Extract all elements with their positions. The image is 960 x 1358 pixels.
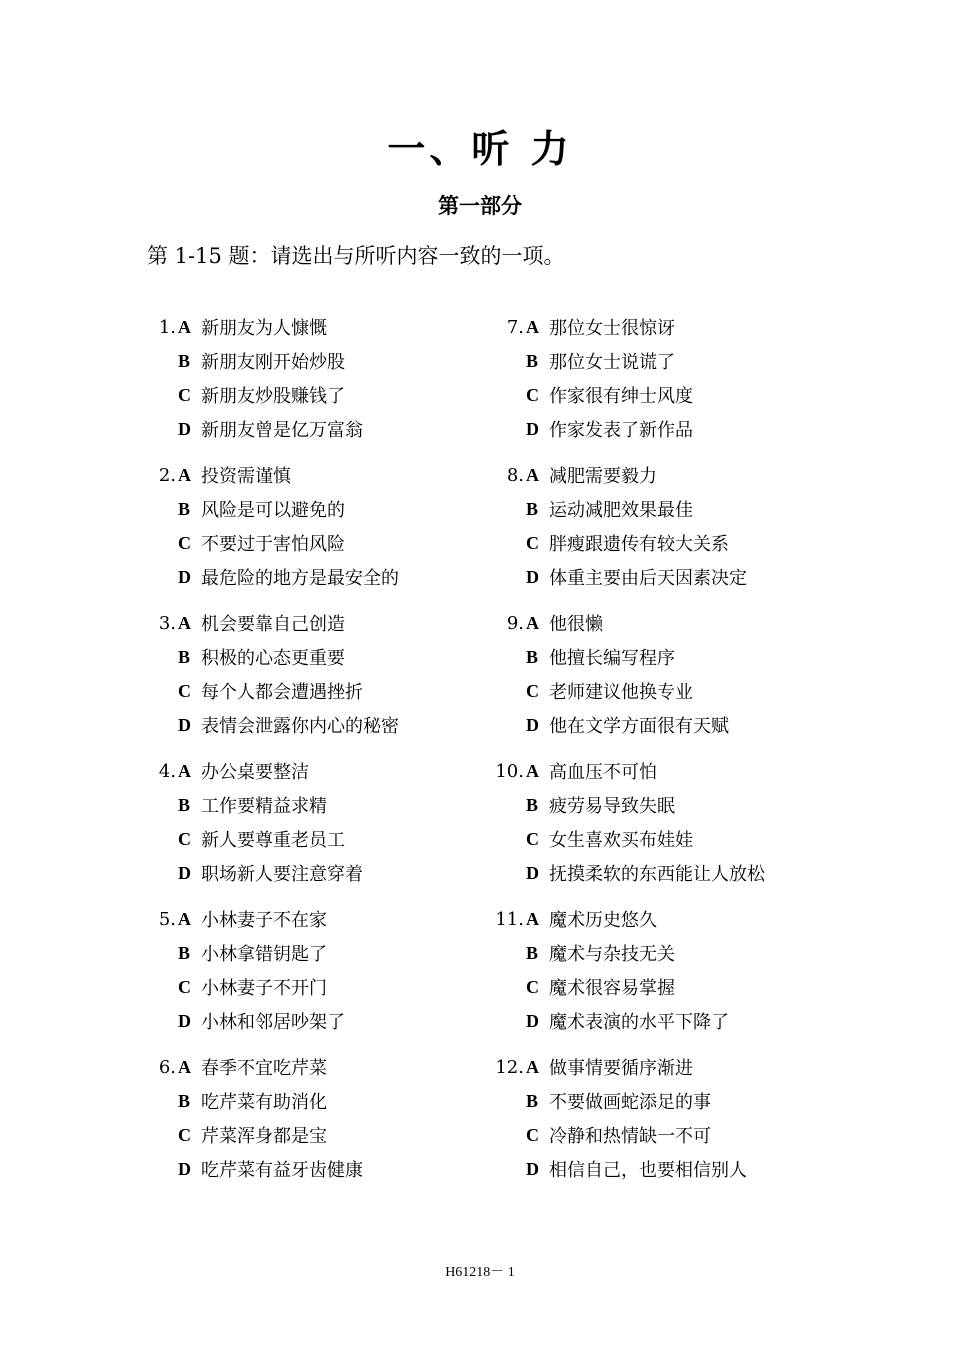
option-row — [142, 936, 472, 970]
option-letter: D — [526, 862, 539, 883]
option-letter: C — [178, 828, 191, 849]
option-letter: B — [178, 794, 191, 815]
option-row — [490, 492, 820, 526]
option-text: 新朋友为人慷慨 — [201, 318, 327, 339]
question-number: 7. — [506, 316, 524, 338]
page-footer: H61218－ 1 — [445, 1265, 515, 1280]
option-letter: C — [526, 828, 539, 849]
part-title: 第一部分 — [438, 193, 522, 218]
option-letter: A — [526, 612, 539, 633]
option-letter: D — [526, 566, 539, 587]
option-row — [490, 412, 820, 446]
question-number: 12. — [495, 1056, 524, 1078]
option-text: 那位女士说谎了 — [549, 352, 675, 373]
option-text: 作家发表了新作品 — [549, 420, 693, 441]
question-number: 6. — [158, 1056, 176, 1078]
question-item — [142, 458, 472, 606]
option-row — [142, 1152, 472, 1186]
option-text: 他在文学方面很有天赋 — [549, 716, 729, 737]
option-row — [142, 1004, 472, 1038]
question-item — [142, 1050, 472, 1198]
option-letter: D — [526, 418, 539, 439]
option-text: 女生喜欢买布娃娃 — [549, 830, 693, 851]
question-item — [490, 606, 820, 754]
option-text: 表情会泄露你内心的秘密 — [201, 716, 399, 737]
option-letter: C — [526, 680, 539, 701]
option-text: 工作要精益求精 — [201, 796, 327, 817]
section-title: 一、听 力 — [387, 126, 573, 171]
option-letter: B — [526, 350, 539, 371]
option-letter: B — [526, 942, 539, 963]
option-text: 小林和邻居吵架了 — [201, 1012, 345, 1033]
option-letter: D — [526, 714, 539, 735]
option-text: 做事情要循序渐进 — [549, 1058, 693, 1079]
option-row — [490, 310, 820, 344]
option-row — [490, 606, 820, 640]
question-item — [142, 754, 472, 902]
option-row — [490, 856, 820, 890]
option-text: 不要做画蛇添足的事 — [549, 1092, 711, 1113]
option-row — [490, 674, 820, 708]
option-row — [142, 788, 472, 822]
option-row — [490, 1152, 820, 1186]
option-text: 每个人都会遭遇挫折 — [201, 682, 363, 703]
option-letter: A — [526, 464, 539, 485]
option-text: 新朋友炒股赚钱了 — [201, 386, 345, 407]
option-letter: B — [178, 942, 191, 963]
option-text: 体重主要由后天因素决定 — [549, 568, 747, 589]
question-item — [142, 310, 472, 458]
option-text: 他擅长编写程序 — [549, 648, 675, 669]
question-number: 5. — [158, 908, 176, 930]
option-text: 芹菜浑身都是宝 — [201, 1126, 327, 1147]
option-text: 吃芹菜有益牙齿健康 — [201, 1160, 363, 1181]
option-text: 那位女士很惊讶 — [549, 318, 675, 339]
option-text: 小林拿错钥匙了 — [201, 944, 327, 965]
option-text: 魔术表演的水平下降了 — [549, 1012, 729, 1033]
option-letter: B — [178, 1090, 191, 1111]
option-letter: C — [526, 976, 539, 997]
option-letter: A — [178, 760, 191, 781]
option-text: 魔术历史悠久 — [549, 910, 657, 931]
option-text: 新朋友曾是亿万富翁 — [201, 420, 363, 441]
question-item — [490, 310, 820, 458]
option-text: 疲劳易导致失眠 — [549, 796, 675, 817]
question-number: 9. — [506, 612, 524, 634]
option-text: 职场新人要注意穿着 — [201, 864, 363, 885]
option-row — [142, 856, 472, 890]
option-text: 新朋友刚开始炒股 — [201, 352, 345, 373]
option-text: 他很懒 — [549, 614, 603, 635]
option-text: 不要过于害怕风险 — [201, 534, 345, 555]
option-text: 抚摸柔软的东西能让人放松 — [549, 864, 765, 885]
option-text: 吃芹菜有助消化 — [201, 1092, 327, 1113]
option-text: 新人要尊重老员工 — [201, 830, 345, 851]
option-letter: B — [526, 794, 539, 815]
option-text: 小林妻子不开门 — [201, 978, 327, 999]
option-row — [142, 902, 472, 936]
option-letter: B — [178, 498, 191, 519]
question-number: 3. — [158, 612, 176, 634]
option-text: 高血压不可怕 — [549, 762, 657, 783]
option-row — [490, 344, 820, 378]
question-number: 2. — [158, 464, 176, 486]
option-row — [490, 560, 820, 594]
option-letter: D — [178, 714, 191, 735]
option-text: 投资需谨慎 — [201, 466, 291, 487]
option-letter: D — [526, 1010, 539, 1031]
option-text: 冷静和热情缺一不可 — [549, 1126, 711, 1147]
option-text: 积极的心态更重要 — [201, 648, 345, 669]
option-row — [142, 458, 472, 492]
question-number: 11. — [495, 908, 524, 930]
question-number: 1. — [158, 316, 176, 338]
option-row — [490, 1118, 820, 1152]
option-row — [490, 970, 820, 1004]
option-row — [142, 412, 472, 446]
option-letter: B — [178, 350, 191, 371]
option-row — [142, 708, 472, 742]
option-row — [142, 970, 472, 1004]
option-row — [490, 936, 820, 970]
option-row — [142, 1118, 472, 1152]
option-row — [142, 606, 472, 640]
option-letter: B — [178, 646, 191, 667]
option-row — [142, 344, 472, 378]
option-text: 运动减肥效果最佳 — [549, 500, 693, 521]
option-letter: C — [178, 976, 191, 997]
option-letter: B — [526, 498, 539, 519]
option-row — [490, 1050, 820, 1084]
question-item — [490, 902, 820, 1050]
option-row — [142, 674, 472, 708]
option-row — [142, 822, 472, 856]
questions-left-column — [142, 310, 472, 1198]
option-letter: A — [526, 760, 539, 781]
option-row — [490, 708, 820, 742]
option-row — [142, 526, 472, 560]
option-row — [142, 1050, 472, 1084]
question-item — [490, 754, 820, 902]
option-text: 办公桌要整洁 — [201, 762, 309, 783]
question-number: 8. — [506, 464, 524, 486]
option-row — [490, 378, 820, 412]
option-letter: D — [178, 566, 191, 587]
question-number: 10. — [495, 760, 524, 782]
option-row — [142, 492, 472, 526]
option-text: 减肥需要毅力 — [549, 466, 657, 487]
option-letter: D — [178, 1158, 191, 1179]
option-text: 最危险的地方是最安全的 — [201, 568, 399, 589]
option-text: 小林妻子不在家 — [201, 910, 327, 931]
option-row — [142, 560, 472, 594]
option-text: 相信自己，也要相信别人 — [549, 1160, 747, 1181]
option-letter: A — [178, 464, 191, 485]
option-letter: A — [178, 316, 191, 337]
questions-right-column — [490, 310, 820, 1198]
option-text: 春季不宜吃芹菜 — [201, 1058, 327, 1079]
option-letter: A — [526, 1056, 539, 1077]
option-text: 机会要靠自己创造 — [201, 614, 345, 635]
option-text: 胖瘦跟遗传有较大关系 — [549, 534, 729, 555]
option-row — [490, 1084, 820, 1118]
option-letter: C — [526, 1124, 539, 1145]
option-text: 魔术很容易掌握 — [549, 978, 675, 999]
option-row — [490, 526, 820, 560]
option-letter: A — [178, 1056, 191, 1077]
option-letter: C — [526, 384, 539, 405]
option-text: 老师建议他换专业 — [549, 682, 693, 703]
option-letter: B — [526, 646, 539, 667]
question-number: 4. — [158, 760, 176, 782]
option-letter: A — [178, 612, 191, 633]
option-letter: D — [178, 418, 191, 439]
option-row — [490, 1004, 820, 1038]
option-letter: C — [178, 532, 191, 553]
option-letter: D — [178, 862, 191, 883]
option-row — [490, 754, 820, 788]
question-item — [142, 902, 472, 1050]
option-row — [490, 822, 820, 856]
option-letter: A — [178, 908, 191, 929]
option-letter: A — [526, 316, 539, 337]
option-row — [490, 640, 820, 674]
question-item — [142, 606, 472, 754]
option-letter: C — [178, 680, 191, 701]
option-row — [142, 378, 472, 412]
question-item — [490, 1050, 820, 1198]
instruction-text: 第 1-15 题：请选出与所听内容一致的一项。 — [147, 244, 565, 268]
option-letter: A — [526, 908, 539, 929]
option-letter: B — [526, 1090, 539, 1111]
option-text: 作家很有绅士风度 — [549, 386, 693, 407]
question-item — [490, 458, 820, 606]
option-letter: C — [178, 384, 191, 405]
option-row — [142, 310, 472, 344]
option-letter: C — [178, 1124, 191, 1145]
option-text: 风险是可以避免的 — [201, 500, 345, 521]
option-text: 魔术与杂技无关 — [549, 944, 675, 965]
option-letter: D — [526, 1158, 539, 1179]
option-row — [142, 1084, 472, 1118]
option-letter: C — [526, 532, 539, 553]
option-row — [142, 754, 472, 788]
option-row — [490, 788, 820, 822]
option-row — [142, 640, 472, 674]
option-letter: D — [178, 1010, 191, 1031]
option-row — [490, 902, 820, 936]
option-row — [490, 458, 820, 492]
